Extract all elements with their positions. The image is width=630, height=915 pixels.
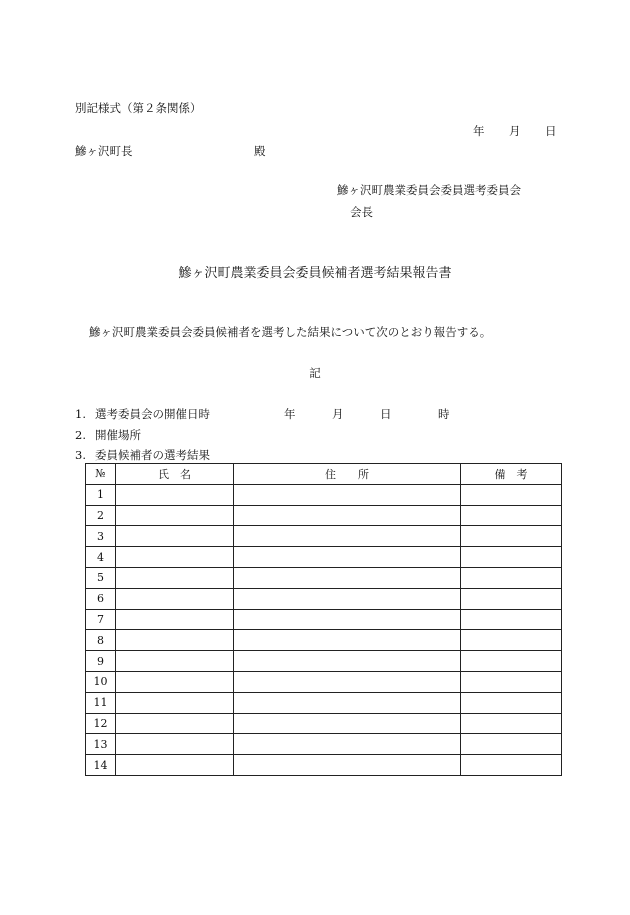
meeting-year: 年 <box>284 407 296 421</box>
row-number: 13 <box>86 734 116 755</box>
table-row <box>86 484 562 505</box>
address-cell[interactable] <box>234 755 461 776</box>
row-number: 4 <box>86 547 116 568</box>
table-row <box>86 755 562 776</box>
remarks-cell[interactable] <box>461 630 562 651</box>
date-line <box>473 123 557 139</box>
address-cell[interactable] <box>234 526 461 547</box>
name-cell[interactable] <box>116 484 234 505</box>
row-number: 2 <box>86 505 116 526</box>
remarks-cell[interactable] <box>461 734 562 755</box>
name-cell[interactable] <box>116 734 234 755</box>
address-cell[interactable] <box>234 484 461 505</box>
meeting-month: 月 <box>332 407 344 421</box>
row-number: 5 <box>86 567 116 588</box>
ki-heading: 記 <box>309 366 321 380</box>
form-label: 別記様式（第２条関係） <box>75 101 202 115</box>
item-venue <box>75 427 141 443</box>
address-cell[interactable] <box>234 588 461 609</box>
item-number: 1. <box>75 407 86 421</box>
name-cell[interactable] <box>116 588 234 609</box>
table-row <box>86 505 562 526</box>
name-cell[interactable] <box>116 609 234 630</box>
item-number: 3. <box>75 448 86 462</box>
row-number: 10 <box>86 671 116 692</box>
remarks-cell[interactable] <box>461 567 562 588</box>
row-number: 14 <box>86 755 116 776</box>
date-year: 年 <box>473 124 485 138</box>
name-cell[interactable] <box>116 755 234 776</box>
table-row <box>86 547 562 568</box>
name-cell[interactable] <box>116 547 234 568</box>
header-remarks: 備 考 <box>461 464 562 485</box>
row-number: 3 <box>86 526 116 547</box>
remarks-cell[interactable] <box>461 609 562 630</box>
address-cell[interactable] <box>234 630 461 651</box>
name-cell[interactable] <box>116 505 234 526</box>
meeting-hour: 時 <box>438 407 450 421</box>
row-number: 1 <box>86 484 116 505</box>
address-cell[interactable] <box>234 505 461 526</box>
sender-role: 会長 <box>350 205 373 219</box>
meeting-day: 日 <box>380 407 392 421</box>
name-cell[interactable] <box>116 713 234 734</box>
name-cell[interactable] <box>116 671 234 692</box>
table-row <box>86 630 562 651</box>
table-row <box>86 713 562 734</box>
row-number: 11 <box>86 692 116 713</box>
sender-organization: 鰺ヶ沢町農業委員会委員選考委員会 <box>337 183 521 197</box>
table-header-row <box>86 464 562 485</box>
name-cell[interactable] <box>116 651 234 672</box>
remarks-cell[interactable] <box>461 526 562 547</box>
row-number: 7 <box>86 609 116 630</box>
address-cell[interactable] <box>234 547 461 568</box>
row-number: 9 <box>86 651 116 672</box>
row-number: 8 <box>86 630 116 651</box>
address-cell[interactable] <box>234 671 461 692</box>
remarks-cell[interactable] <box>461 484 562 505</box>
header-address: 住 所 <box>234 464 461 485</box>
name-cell[interactable] <box>116 630 234 651</box>
results-table <box>85 463 562 776</box>
lead-text: 鰺ヶ沢町農業委員会委員候補者を選考した結果について次のとおり報告する。 <box>89 325 492 339</box>
header-number: № <box>86 464 116 485</box>
name-cell[interactable] <box>116 567 234 588</box>
remarks-cell[interactable] <box>461 588 562 609</box>
name-cell[interactable] <box>116 526 234 547</box>
name-cell[interactable] <box>116 692 234 713</box>
address-cell[interactable] <box>234 692 461 713</box>
item-label: 開催場所 <box>95 428 141 442</box>
remarks-cell[interactable] <box>461 505 562 526</box>
address-cell[interactable] <box>234 734 461 755</box>
addressee-name: 鰺ヶ沢町長 <box>75 144 133 158</box>
item-number: 2. <box>75 428 86 442</box>
address-cell[interactable] <box>234 651 461 672</box>
item-label: 委員候補者の選考結果 <box>95 448 210 462</box>
address-cell[interactable] <box>234 567 461 588</box>
addressee-honorific: 殿 <box>254 144 266 158</box>
table-row <box>86 671 562 692</box>
item-selection-results <box>75 447 210 463</box>
table-row <box>86 734 562 755</box>
remarks-cell[interactable] <box>461 755 562 776</box>
table-row <box>86 651 562 672</box>
row-number: 6 <box>86 588 116 609</box>
table-row <box>86 567 562 588</box>
address-cell[interactable] <box>234 713 461 734</box>
table-row <box>86 526 562 547</box>
table-row <box>86 692 562 713</box>
remarks-cell[interactable] <box>461 692 562 713</box>
address-cell[interactable] <box>234 609 461 630</box>
row-number: 12 <box>86 713 116 734</box>
item-label: 選考委員会の開催日時 <box>95 407 210 421</box>
header-name: 氏 名 <box>116 464 234 485</box>
remarks-cell[interactable] <box>461 651 562 672</box>
item-meeting-datetime <box>75 406 450 422</box>
remarks-cell[interactable] <box>461 713 562 734</box>
table-row <box>86 609 562 630</box>
date-month: 月 <box>509 124 521 138</box>
date-day: 日 <box>545 124 557 138</box>
table-row <box>86 588 562 609</box>
remarks-cell[interactable] <box>461 671 562 692</box>
remarks-cell[interactable] <box>461 547 562 568</box>
document-title: 鰺ヶ沢町農業委員会委員候補者選考結果報告書 <box>178 266 452 281</box>
